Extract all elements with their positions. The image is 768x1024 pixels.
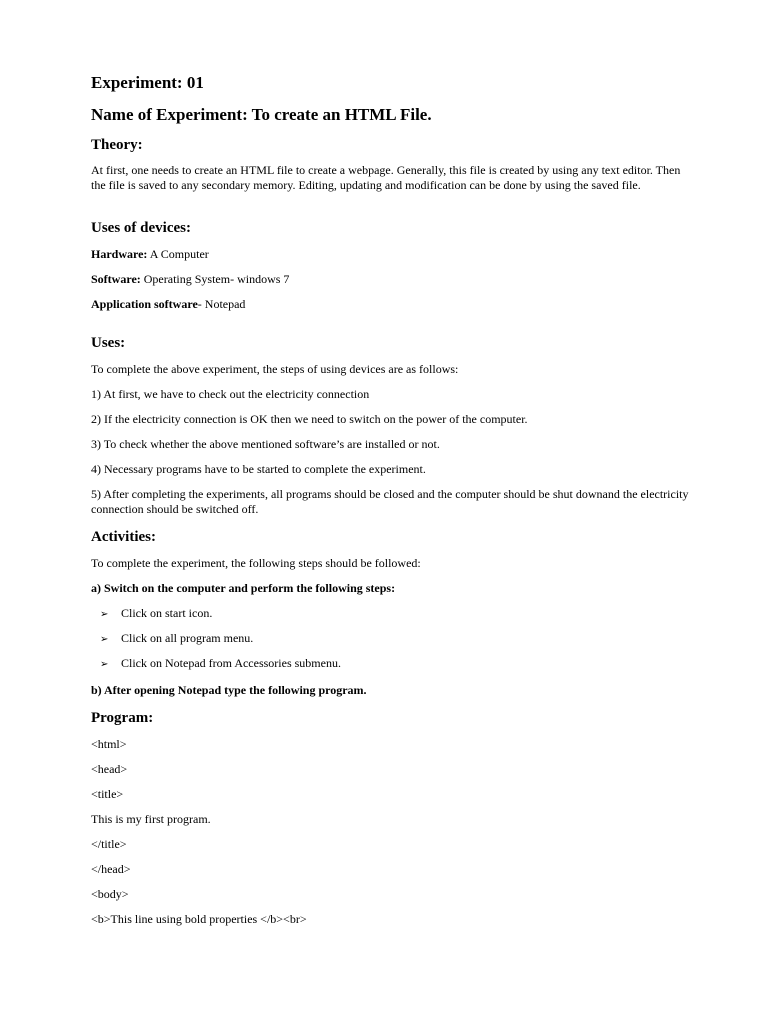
hardware-label: Hardware: bbox=[91, 247, 148, 261]
hardware-line bbox=[91, 247, 691, 262]
application-software-value: - Notepad bbox=[197, 297, 246, 311]
arrowhead-bullet-icon: ➢ bbox=[100, 659, 109, 670]
uses-step: 4) Necessary programs have to be started to complete the experiment. bbox=[91, 462, 426, 476]
experiment-title: Experiment: 01 bbox=[91, 73, 204, 92]
activities-step-a: a) Switch on the computer and perform the following steps: bbox=[91, 581, 396, 595]
experiment-name: Name of Experiment: To create an HTML File. bbox=[91, 105, 432, 124]
bullet-text: Click on Notepad from Accessories submenu. bbox=[121, 656, 341, 670]
software-label: Software: bbox=[91, 272, 141, 286]
uses-step: 3) To check whether the above mentioned software’s are installed or not. bbox=[91, 437, 440, 451]
program-line: </title> bbox=[91, 837, 127, 851]
uses-step: 5) After completing the experiments, all programs should be closed and the computer should be shut downand the electricity connection should be switched off. bbox=[91, 487, 689, 516]
theory-text: At first, one needs to create an HTML file to create a webpage. Generally, this file is created by using any text editor. Then the file is saved to any secondary memory. Editing, updating and modification can be done by using the saved file. bbox=[91, 163, 681, 192]
activities-intro: To complete the experiment, the following steps should be followed: bbox=[91, 556, 421, 570]
program-line: <html> bbox=[91, 737, 127, 751]
theory-heading: Theory: bbox=[91, 137, 143, 153]
bullet-item bbox=[100, 606, 212, 622]
bullet-text: Click on start icon. bbox=[121, 606, 213, 620]
program-line: This is my first program. bbox=[91, 812, 211, 826]
uses-step: 2) If the electricity connection is OK then we need to switch on the power of the computer. bbox=[91, 412, 528, 426]
hardware-value: A Computer bbox=[147, 247, 209, 261]
uses-heading: Uses: bbox=[91, 335, 126, 351]
bullet-item bbox=[100, 656, 341, 672]
activities-heading: Activities: bbox=[91, 529, 156, 545]
bullet-item bbox=[100, 631, 253, 647]
uses-step: 1) At first, we have to check out the electricity connection bbox=[91, 387, 370, 401]
program-line: <body> bbox=[91, 887, 129, 901]
bullet-text: Click on all program menu. bbox=[121, 631, 254, 645]
uses-intro: To complete the above experiment, the steps of using devices are as follows: bbox=[91, 362, 459, 376]
application-software-line bbox=[91, 297, 691, 312]
application-software-label: Application software bbox=[91, 297, 198, 311]
program-line: <b>This line using bold properties </b><br> bbox=[91, 912, 307, 926]
software-line bbox=[91, 272, 691, 287]
program-line: <title> bbox=[91, 787, 124, 801]
program-heading: Program: bbox=[91, 710, 154, 726]
activities-step-b: b) After opening Notepad type the following program. bbox=[91, 683, 367, 697]
arrowhead-bullet-icon: ➢ bbox=[100, 634, 109, 645]
software-value: Operating System- windows 7 bbox=[140, 272, 290, 286]
uses-of-devices-heading: Uses of devices: bbox=[91, 220, 191, 236]
arrowhead-bullet-icon: ➢ bbox=[100, 609, 109, 620]
program-line: </head> bbox=[91, 862, 131, 876]
program-line: <head> bbox=[91, 762, 128, 776]
